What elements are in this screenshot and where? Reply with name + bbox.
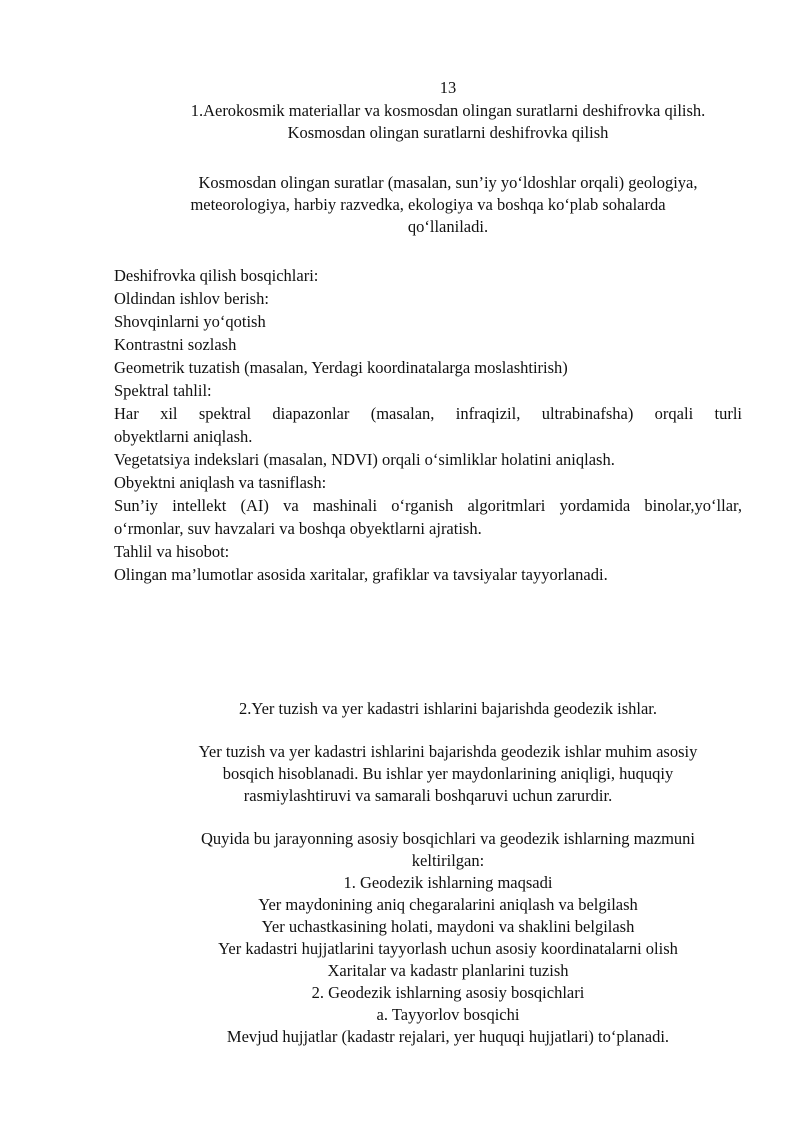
section2-line: Yer maydonining aniq chegaralarini aniqlash va belgilash bbox=[258, 895, 638, 914]
section2-title: 2.Yer tuzish va yer kadastri ishlarini bajarishda geodezik ishlar. bbox=[238, 699, 658, 718]
section1-title-line1: 1.Aerokosmik materiallar va kosmosdan olingan suratlarni deshifrovka qilish. bbox=[190, 101, 706, 120]
section2-intro-line: Yer tuzish va yer kadastri ishlarini bajarishda geodezik ishlar muhim asosiy bbox=[198, 742, 698, 761]
step-line: Obyektni aniqlash va tasniflash: bbox=[114, 473, 327, 492]
step-line: Har xil spektral diapazonlar (masalan, infraqizil, ultrabinafsha) orqali turli bbox=[114, 404, 742, 423]
section1-title-line2: Kosmosdan olingan suratlarni deshifrovka qilish bbox=[287, 123, 609, 142]
step-line: Sun’iy intellekt (AI) va mashinali o‘rganish algoritmlari yordamida binolar,yo‘llar, bbox=[114, 496, 742, 515]
section2-line: 1. Geodezik ishlarning maqsadi bbox=[343, 873, 553, 892]
section1-intro-line: qo‘llaniladi. bbox=[407, 217, 489, 236]
section1-intro-line: meteorologiya, harbiy razvedka, ekologiya va boshqa ko‘plab sohalarda bbox=[190, 195, 666, 214]
step-line: Vegetatsiya indekslari (masalan, NDVI) orqali o‘simliklar holatini aniqlash. bbox=[114, 450, 615, 469]
step-line: obyektlarni aniqlash. bbox=[114, 427, 253, 446]
section2-intro-line: rasmiylashtiruvi va samarali boshqaruvi uchun zarurdir. bbox=[243, 786, 613, 805]
section2-line: a. Tayyorlov bosqichi bbox=[376, 1005, 520, 1024]
step-line: Shovqinlarni yo‘qotish bbox=[114, 312, 266, 331]
section2-line: Yer kadastri hujjatlarini tayyorlash uchun asosiy koordinatalarni olish bbox=[218, 939, 678, 958]
section2-intro-line: bosqich hisoblanadi. Bu ishlar yer maydonlarining aniqligi, huquqiy bbox=[222, 764, 674, 783]
section2-line: Xaritalar va kadastr planlarini tuzish bbox=[327, 961, 569, 980]
step-line: o‘rmonlar, suv havzalari va boshqa obyektlarni ajratish. bbox=[114, 519, 482, 538]
section1-intro-line: Kosmosdan olingan suratlar (masalan, sun’iy yo‘ldoshlar orqali) geologiya, bbox=[198, 173, 698, 192]
step-line: Oldindan ishlov berish: bbox=[114, 289, 269, 308]
step-line: Geometrik tuzatish (masalan, Yerdagi koordinatalarga moslashtirish) bbox=[114, 358, 568, 377]
step-line: Spektral tahlil: bbox=[114, 381, 212, 400]
section2-line: keltirilgan: bbox=[411, 851, 485, 870]
section2-line: Mevjud hujjatlar (kadastr rejalari, yer huquqi hujjatlari) to‘planadi. bbox=[226, 1027, 670, 1046]
step-line: Kontrastni sozlash bbox=[114, 335, 237, 354]
section2-line: 2. Geodezik ishlarning asosiy bosqichlari bbox=[311, 983, 585, 1002]
steps-heading: Deshifrovka qilish bosqichlari: bbox=[114, 266, 319, 285]
page-number: 13 bbox=[439, 78, 457, 97]
step-line: Olingan ma’lumotlar asosida xaritalar, grafiklar va tavsiyalar tayyorlanadi. bbox=[114, 565, 608, 584]
section2-line: Quyida bu jarayonning asosiy bosqichlari va geodezik ishlarning mazmuni bbox=[201, 829, 695, 848]
section2-line: Yer uchastkasining holati, maydoni va shaklini belgilash bbox=[261, 917, 635, 936]
step-line: Tahlil va hisobot: bbox=[114, 542, 230, 561]
